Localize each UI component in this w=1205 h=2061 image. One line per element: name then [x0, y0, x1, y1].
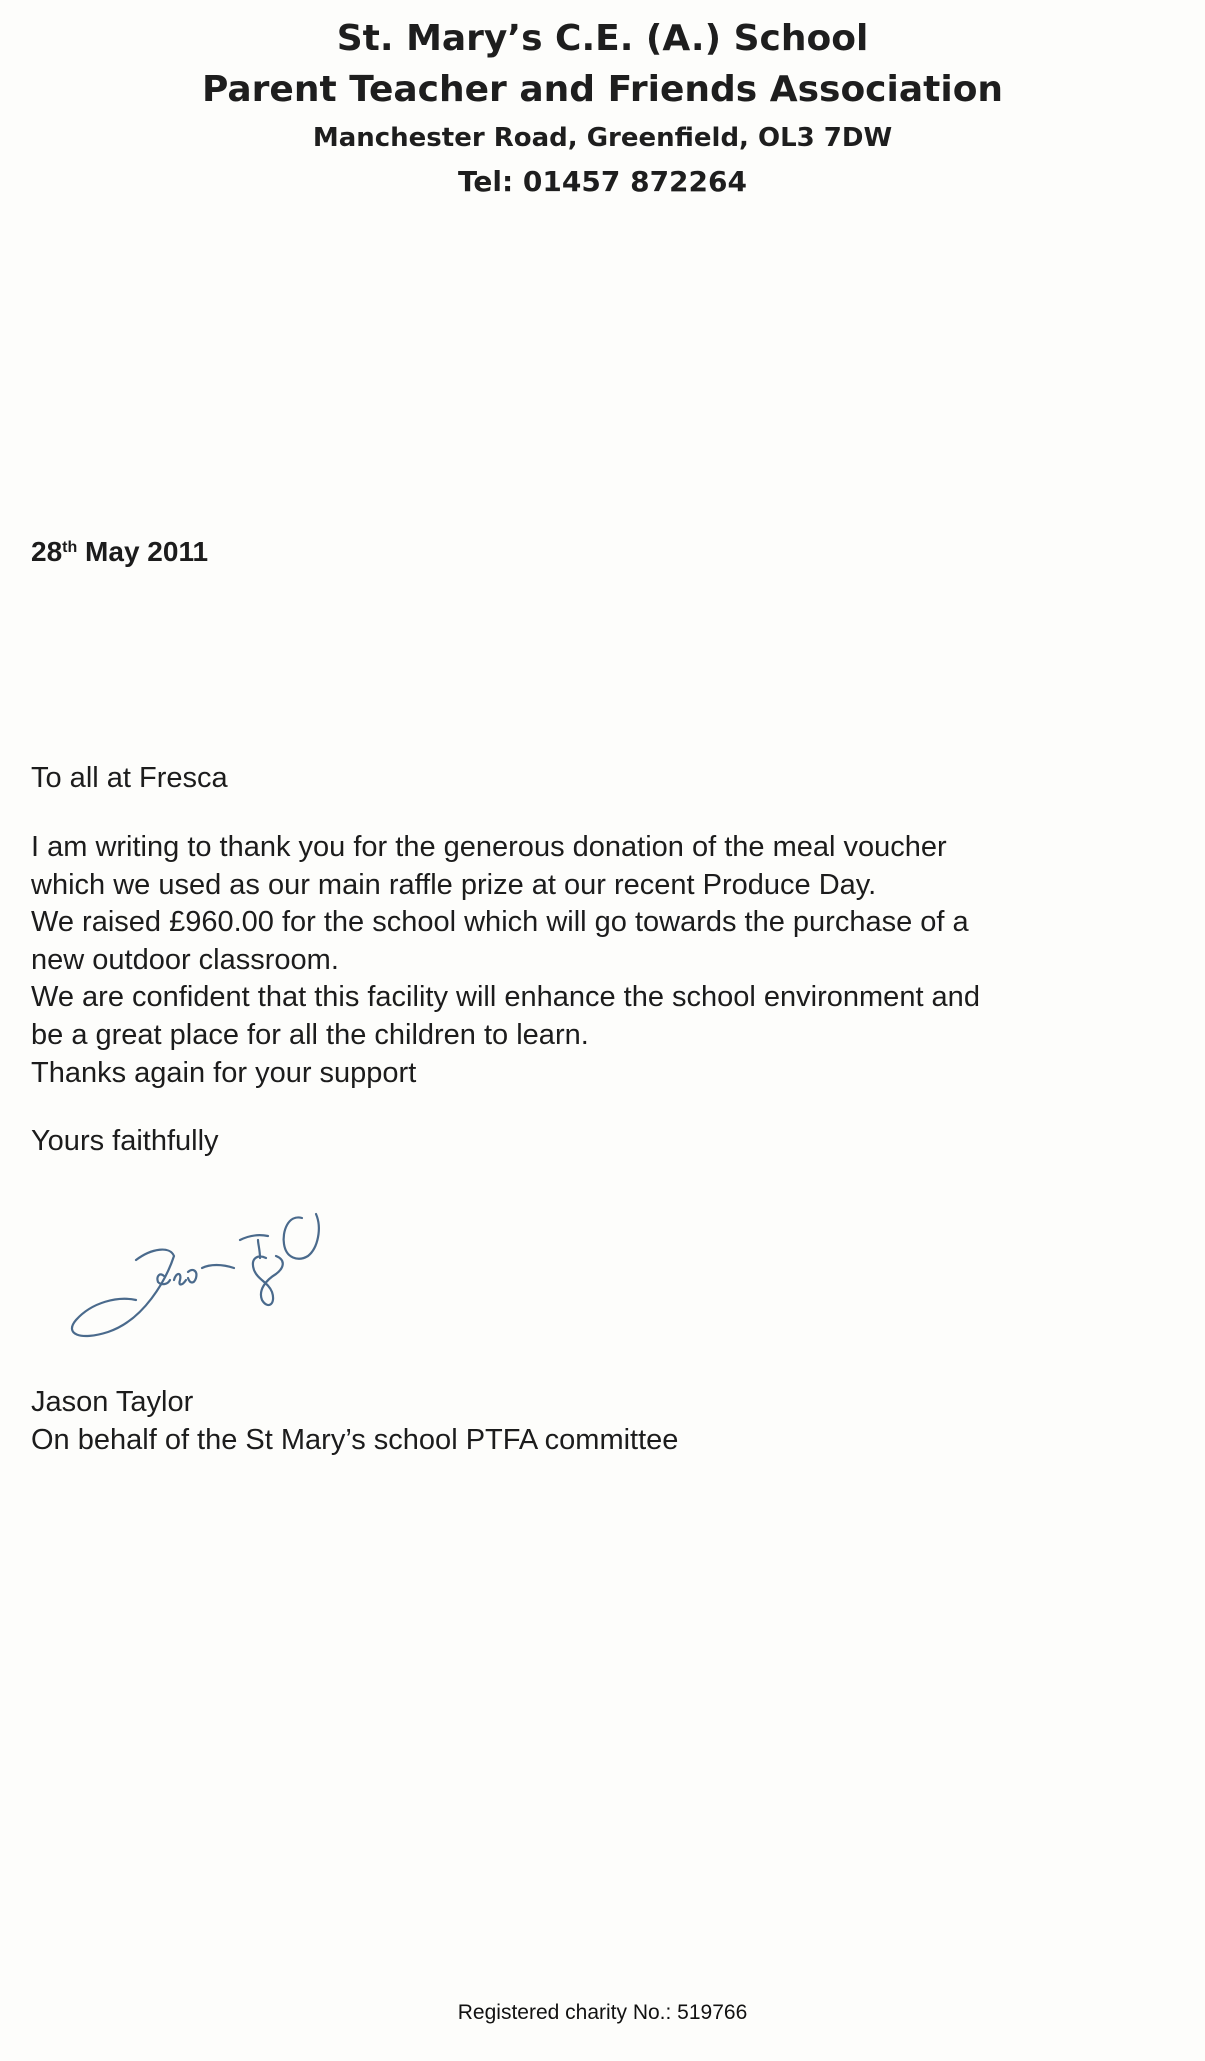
body-line: new outdoor classroom. — [31, 943, 339, 976]
body-line: which we used as our main raffle prize at our recent Produce Day. — [31, 868, 877, 901]
association-name: Parent Teacher and Friends Association — [201, 69, 1004, 110]
letter-date — [31, 532, 208, 572]
body-line: Thanks again for your support — [31, 1056, 417, 1089]
charity-footer — [0, 1998, 1205, 2028]
school-address: Manchester Road, Greenfield, OL3 7DW — [312, 123, 893, 153]
date-suffix: th — [62, 539, 78, 556]
body-line: We are confident that this facility will enhance the school environment and — [31, 981, 980, 1014]
signer-name: Jason Taylor — [31, 1386, 194, 1418]
signer-role: On behalf of the St Mary’s school PTFA committee — [31, 1424, 679, 1456]
signer-block — [31, 1383, 678, 1459]
body-line: I am writing to thank you for the generous donation of the meal voucher — [31, 831, 947, 863]
letterhead — [0, 14, 1205, 204]
salutation: To all at Fresca — [31, 762, 228, 794]
date-day: 28 — [31, 536, 63, 567]
school-telephone: Tel: 01457 872264 — [458, 165, 747, 198]
school-name: St. Mary’s C.E. (A.) School — [336, 18, 869, 59]
signature-image — [62, 1184, 372, 1354]
date-month-year: May 2011 — [77, 536, 209, 567]
body-line: We raised £960.00 for the school which will go towards the purchase of a — [31, 906, 969, 939]
body-line: be a great place for all the children to learn. — [31, 1018, 589, 1051]
letter-body — [31, 829, 1196, 1092]
closing: Yours faithfully — [31, 1125, 219, 1157]
charity-number: Registered charity No.: 519766 — [457, 2001, 748, 2024]
